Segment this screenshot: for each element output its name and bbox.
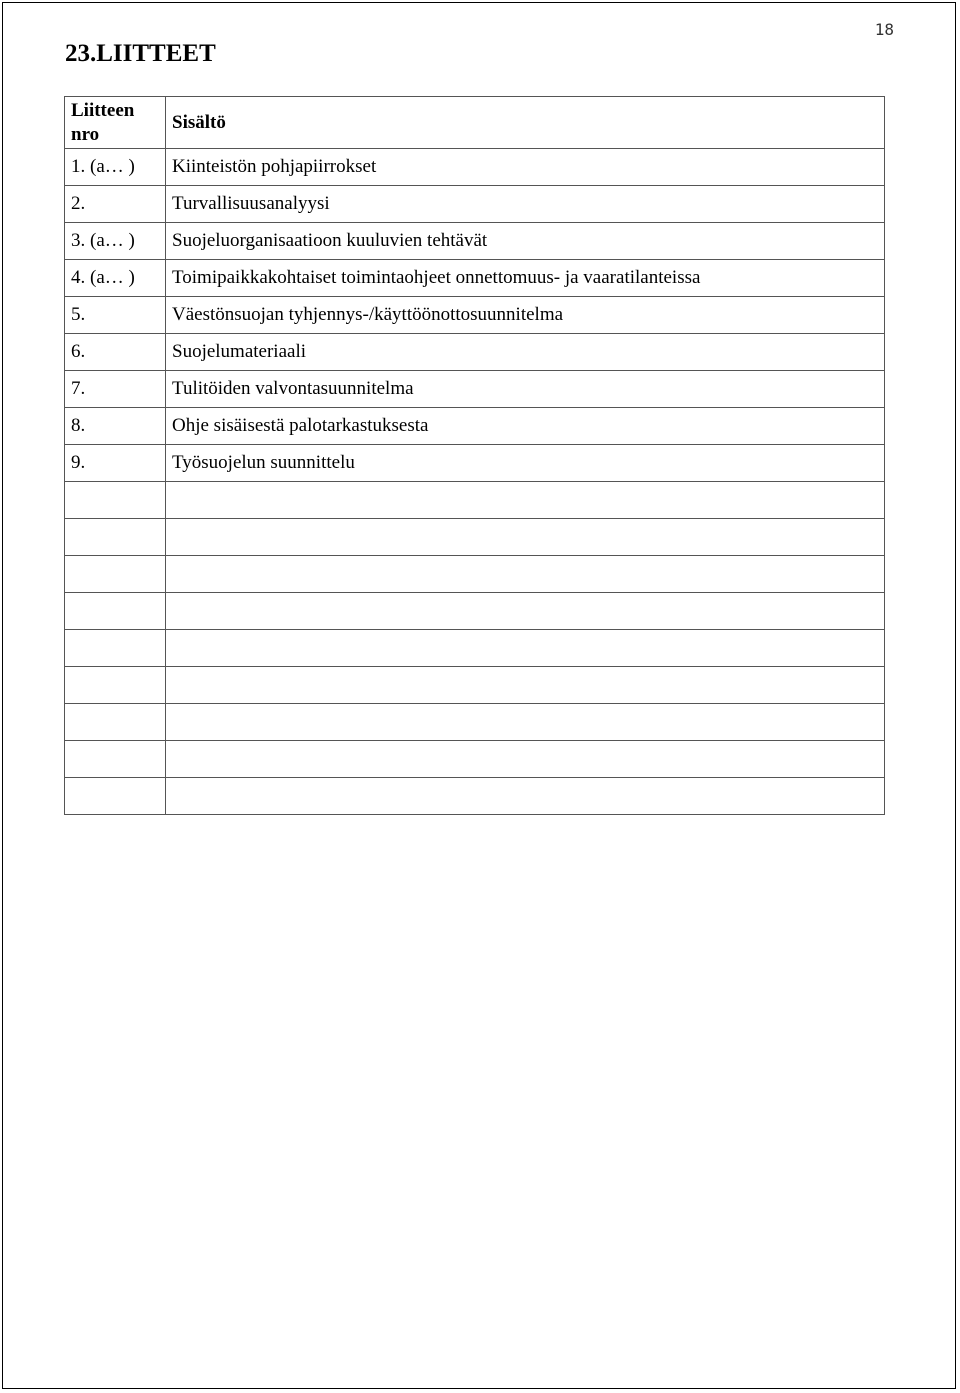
appendix-number-cell: 9. [65,445,166,482]
table-row [65,741,885,778]
table-row [65,704,885,741]
appendix-number-cell [65,593,166,630]
appendix-content-cell: Suojelumateriaali [166,334,885,371]
appendix-content-cell [166,482,885,519]
appendix-number-cell [65,482,166,519]
table-row [65,556,885,593]
table-row [65,593,885,630]
appendix-content-cell: Työsuojelun suunnittelu [166,445,885,482]
appendix-content-cell [166,519,885,556]
appendix-content-cell: Toimipaikkakohtaiset toimintaohjeet onnettomuus- ja vaaratilanteissa [166,260,885,297]
appendix-number-cell: 8. [65,408,166,445]
appendix-content-cell: Suojeluorganisaatioon kuuluvien tehtävät [166,223,885,260]
appendix-content-cell [166,741,885,778]
appendix-number-cell: 6. [65,334,166,371]
appendix-number-cell [65,741,166,778]
appendix-content-cell: Ohje sisäisestä palotarkastuksesta [166,408,885,445]
page-number: 18 [874,20,894,39]
appendix-number-cell [65,630,166,667]
appendix-content-cell: Kiinteistön pohjapiirrokset [166,149,885,186]
appendix-number-cell: 3. (a… ) [65,223,166,260]
appendix-content-cell: Väestönsuojan tyhjennys-/käyttöönottosuunnitelma [166,297,885,334]
appendix-content-cell [166,630,885,667]
appendix-number-cell [65,667,166,704]
appendix-content-cell [166,778,885,815]
appendix-number-cell [65,519,166,556]
page-title: 23.LIITTEET [65,40,216,67]
table-row [65,519,885,556]
appendix-content-cell [166,593,885,630]
appendix-number-cell: 1. (a… ) [65,149,166,186]
table-row [65,667,885,704]
column-header-number: Liitteen nro [65,97,166,149]
appendix-number-cell [65,704,166,741]
column-header-content: Sisältö [166,97,885,149]
appendix-content-cell [166,556,885,593]
table-row [65,334,885,371]
table-body [65,149,885,815]
table-row [65,482,885,519]
appendix-number-cell: 2. [65,186,166,223]
appendix-content-cell: Turvallisuusanalyysi [166,186,885,223]
appendix-number-cell: 7. [65,371,166,408]
table-row [65,186,885,223]
appendix-number-cell: 5. [65,297,166,334]
table-row [65,445,885,482]
appendix-content-cell [166,704,885,741]
appendix-table [64,96,885,815]
table-row [65,630,885,667]
appendix-content-cell [166,667,885,704]
table-row [65,297,885,334]
table-row [65,223,885,260]
table-row [65,408,885,445]
table-row [65,260,885,297]
appendix-content-cell: Tulitöiden valvontasuunnitelma [166,371,885,408]
table-row [65,371,885,408]
appendix-number-cell [65,556,166,593]
appendix-number-cell [65,778,166,815]
appendix-number-cell: 4. (a… ) [65,260,166,297]
table-row [65,778,885,815]
table-header-row [65,97,885,149]
table-row [65,149,885,186]
